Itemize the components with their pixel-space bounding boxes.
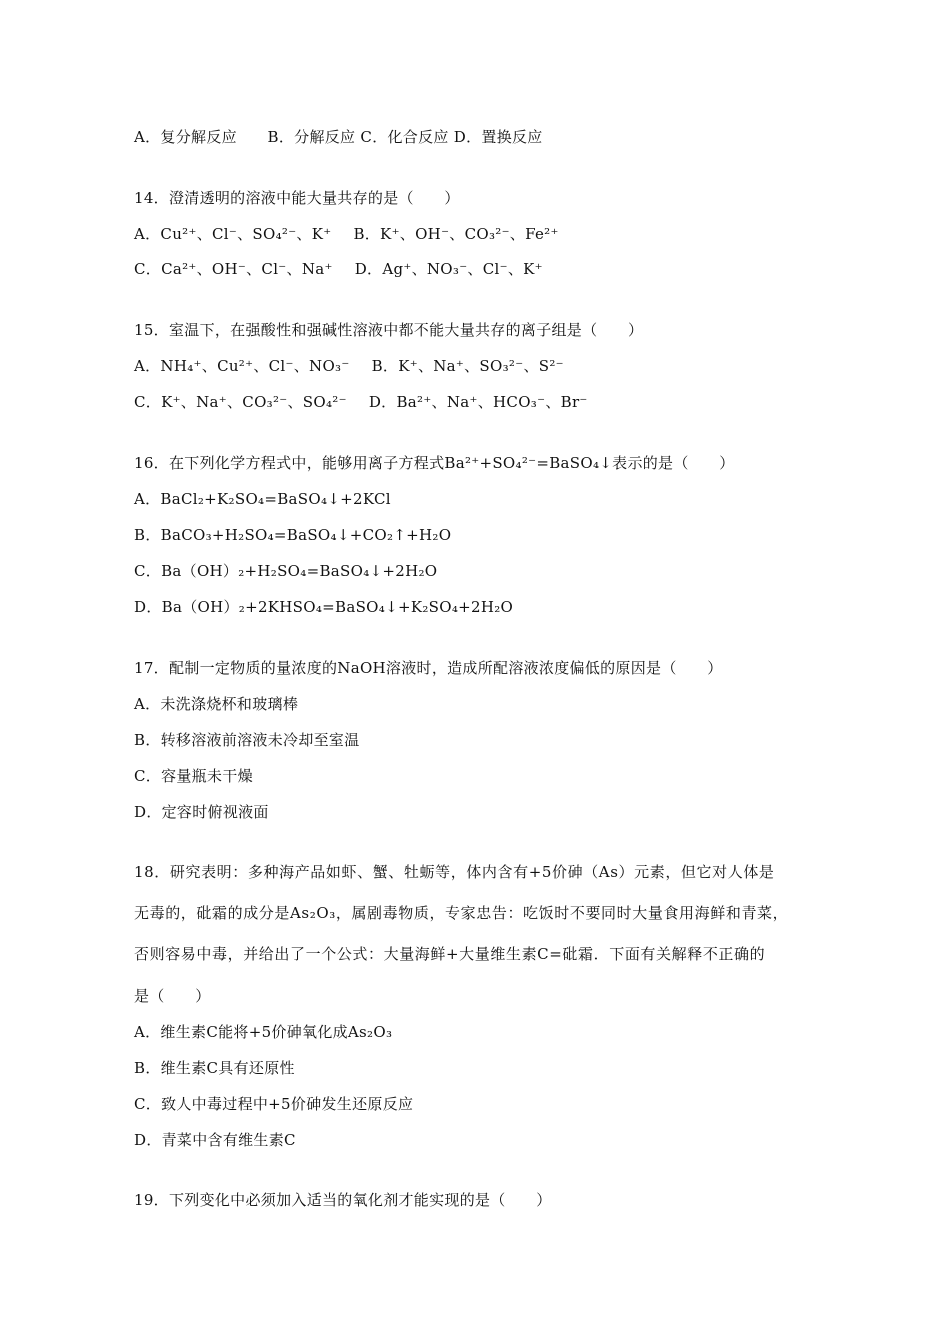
q14-option-b: B．K⁺、OH⁻、CO₃²⁻、Fe²⁺ xyxy=(353,225,559,243)
q15-options-cd xyxy=(134,392,588,412)
q15-options-ab xyxy=(134,356,564,376)
q17-stem: 17．配制一定物质的量浓度的NaOH溶液时，造成所配溶液浓度偏低的原因是（ ） xyxy=(134,659,723,677)
q15-option-c: C．K⁺、Na⁺、CO₃²⁻、SO₄²⁻ xyxy=(134,393,347,411)
q14-option-d: D．Ag⁺、NO₃⁻、Cl⁻、K⁺ xyxy=(354,260,543,278)
q17-option-b: B．转移溶液前溶液未冷却至室温 xyxy=(134,731,360,749)
q13-options: A．复分解反应 B．分解反应 C．化合反应 D．置换反应 xyxy=(134,128,543,146)
q16-option-a: A．BaCl₂+K₂SO₄=BaSO₄↓+2KCl xyxy=(134,490,391,508)
q15-option-d: D．Ba²⁺、Na⁺、HCO₃⁻、Br⁻ xyxy=(368,393,588,411)
q15-option-b: B．K⁺、Na⁺、SO₃²⁻、S²⁻ xyxy=(371,357,564,375)
q18-option-b: B．维生素C具有还原性 xyxy=(134,1059,295,1077)
q19-stem: 19．下列变化中必须加入适当的氧化剂才能实现的是（ ） xyxy=(134,1191,552,1209)
q17-option-c: C．容量瓶未干燥 xyxy=(134,767,253,785)
q18-stem-line-2: 无毒的，砒霜的成分是As₂O₃，属剧毒物质，专家忠告：吃饭时不要同时大量食用海鲜和青菜， xyxy=(134,904,789,922)
q16-option-d: D．Ba（OH）₂+2KHSO₄=BaSO₄↓+K₂SO₄+2H₂O xyxy=(134,598,514,616)
q14-option-c: C．Ca²⁺、OH⁻、Cl⁻、Na⁺ xyxy=(134,260,333,278)
q14-option-a: A．Cu²⁺、Cl⁻、SO₄²⁻、K⁺ xyxy=(134,225,332,243)
q15-option-a: A．NH₄⁺、Cu²⁺、Cl⁻、NO₃⁻ xyxy=(134,357,350,375)
q14-options-ab xyxy=(134,224,559,244)
q17-option-a: A．未洗涤烧杯和玻璃棒 xyxy=(134,695,299,713)
q14-stem: 14．澄清透明的溶液中能大量共存的是（ ） xyxy=(134,189,460,207)
q18-option-c: C．致人中毒过程中+5价砷发生还原反应 xyxy=(134,1095,414,1113)
q18-stem-line-1: 18．研究表明：多种海产品如虾、蟹、牡蛎等，体内含有+5价砷（As）元素，但它对人体是 xyxy=(134,863,775,881)
q18-stem-line-4: 是（ ） xyxy=(134,987,211,1005)
q14-options-cd xyxy=(134,259,543,279)
q18-option-d: D．青菜中含有维生素C xyxy=(134,1131,296,1149)
q16-stem: 16．在下列化学方程式中，能够用离子方程式Ba²⁺+SO₄²⁻=BaSO₄↓表示的是（ ） xyxy=(134,454,735,472)
q16-option-c: C．Ba（OH）₂+H₂SO₄=BaSO₄↓+2H₂O xyxy=(134,562,438,580)
q17-option-d: D．定容时俯视液面 xyxy=(134,803,269,821)
q18-stem-line-3: 否则容易中毒，并给出了一个公式：大量海鲜+大量维生素C=砒霜．下面有关解释不正确的 xyxy=(134,945,766,963)
q16-option-b: B．BaCO₃+H₂SO₄=BaSO₄↓+CO₂↑+H₂O xyxy=(134,526,452,544)
q15-stem: 15．室温下，在强酸性和强碱性溶液中都不能大量共存的离子组是（ ） xyxy=(134,321,644,339)
q18-option-a: A．维生素C能将+5价砷氧化成As₂O₃ xyxy=(134,1023,393,1041)
